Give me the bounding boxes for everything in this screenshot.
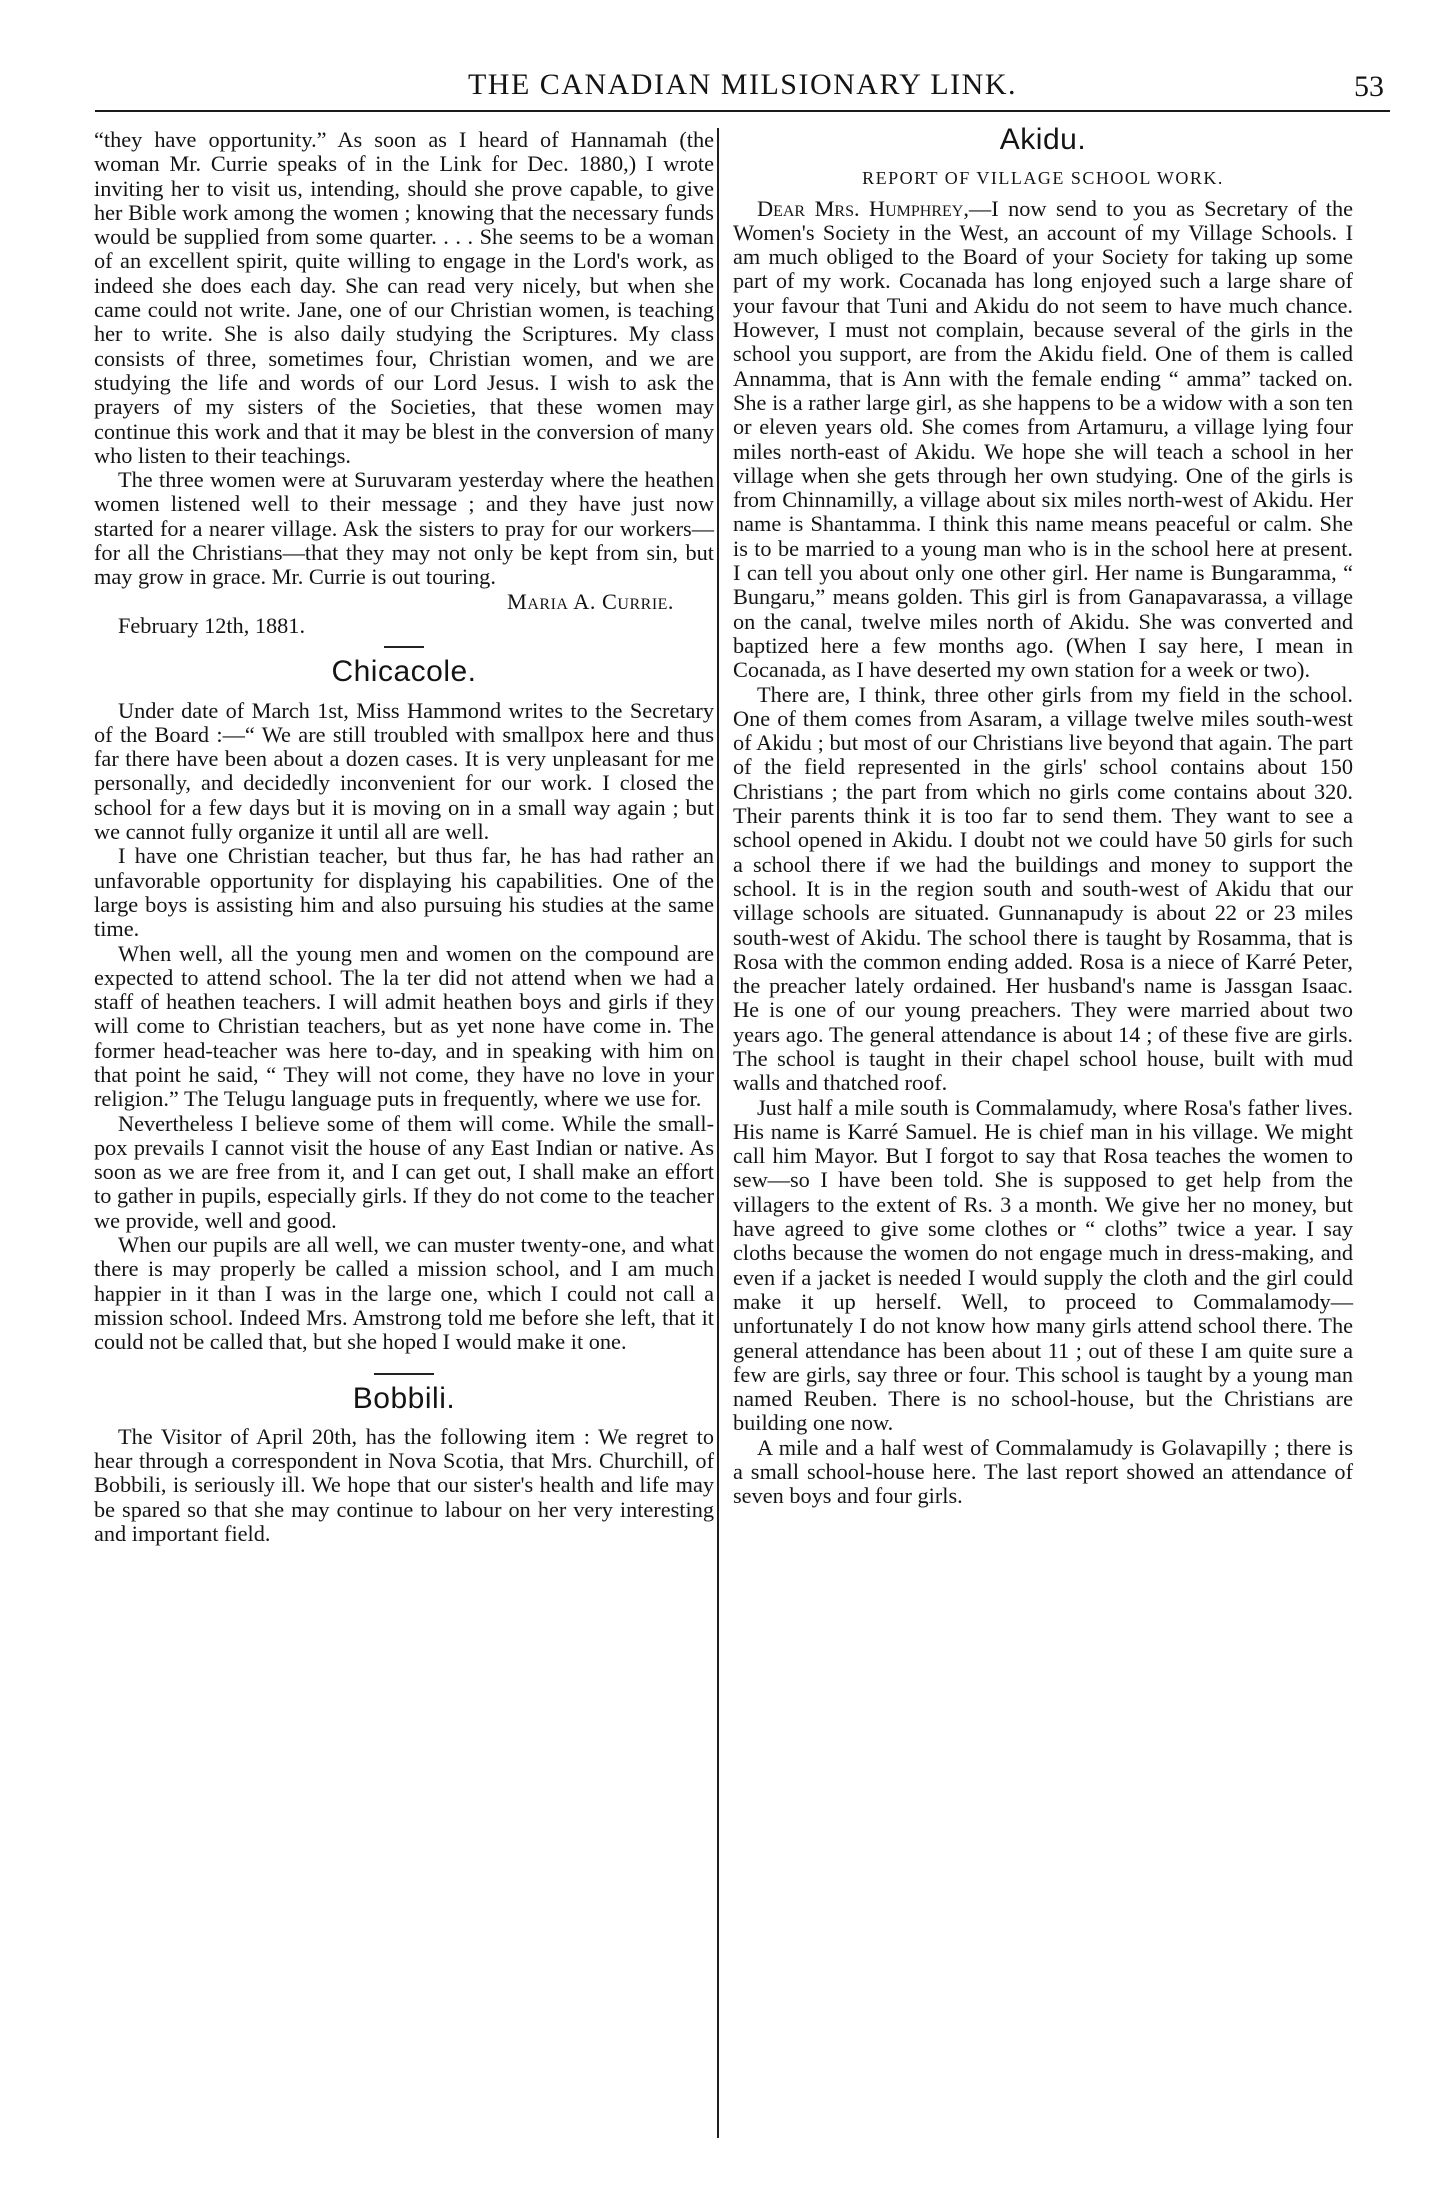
page-number: 53 xyxy=(1354,70,1384,103)
left-column xyxy=(94,128,714,1546)
paragraph-text: —I now send to you as Secretary of the Women's Society in the West, an account of my Village Schools. I am much obliged to the Board of your Society for taking up some part of my work. Cocanada has long enjoyed such a large share of your favour that Tuni and Akidu do not seem to have much chance. However, I must not complain, because several of the girls in the school you support, are from the Akidu field. One of them is called Annamma, that is Ann with the female ending “ amma” tacked on. She is a rather large girl, as she happens to be a widow with a son ten or eleven years old. She comes from Artamuru, a village lying four miles north-east of Akidu. We hope she will teach a school in her village when she gets through her own studying. One of the girls is from Chinnamilly, a village about six miles north-west of Akidu. Her name is Shantamma. I think this name means peaceful or calm. She is to be married to a young man who is in the school here at present. I can tell you about only one other girl. Her name is Bungaramma, “ Bungaru,” means golden. This girl is from Ganapavarassa, a village on the canal, twelve miles north of Akidu. She was converted and baptized here a few months ago. (When I say here, I mean in Cocanada, as I have deserted my own station for a week or two). xyxy=(733,195,1353,683)
section-title-akidu: Akidu. xyxy=(999,123,1087,156)
article-paragraph xyxy=(733,197,1353,683)
letter-date: February 12th, 1881. xyxy=(118,612,306,638)
letter-signature: Maria A. Currie. xyxy=(507,588,674,614)
letter-paragraph: “they have opportunity.” As soon as I heard of Hannamah (the woman Mr. Currie speaks of in the Link for Dec. 1880,) I wrote inviting her to visit us, intending, should she prove capable, to give her Bible work among the women ; knowing that the necessary funds would be supplied from some quarter. . . . She seems to be a woman of an excellent spirit, quite willing to engage in the Lord's work, as indeed she does each day. She can read very nicely, but when she came could not write. Jane, one of our Christian women, is teaching her to write. She is also daily studying the Scriptures. My class consists of three, sometimes four, Christian women, and we are studying the life and words of our Lord Jesus. I wish to ask the prayers of my sisters of the Societies, that these women may continue this work and that it may be blest in the conversion of many who listen to their teachings. xyxy=(94,127,714,468)
article-paragraph: Just half a mile south is Commalamudy, where Rosa's father lives. His name is Karré Samuel. He is chief man in his village. We might call him Mayor. But I forgot to say that Rosa teaches the women to sew—so I have been told. She is supposed to get help from the villagers to the extent of Rs. 3 a month. We give her no money, but have agreed to give some clothes or “ cloths” twice a year. I say cloths because the women do not engage much in dress-making, and even if a jacket is needed I would supply the cloth and the girl could make it up herself. Well, to proceed to Commalamody—unfortunately I do not know how many girls attend school there. The general attendance has been about 11 ; out of these I am quite sure a few are girls, say three or four. This school is taught by a young man named Reuben. There is no school-house, but the Christians are building one now. xyxy=(733,1094,1353,1436)
section-rule xyxy=(374,1373,434,1375)
page-header xyxy=(95,62,1390,112)
letter-paragraph: The three women were at Suruvaram yesterday where the heathen women listened well to their message ; and they have just now started for a nearer village. Ask the sisters to pray for our workers—for all the Christians—that they may not only be kept from sin, but may grow in grace. Mr. Currie is out touring. xyxy=(94,467,714,590)
article-paragraph: The Visitor of April 20th, has the following item : We regret to hear through a correspondent in Nova Scotia, that Mrs. Churchill, of Bobbili, is seriously ill. We hope that our sister's health and life may be spared so that she may continue to labour on her very interesting and important field. xyxy=(94,1423,714,1547)
article-paragraph: When our pupils are all well, we can muster twenty-one, and what there is may properly be called a mission school, and I am much happier in it than I was in the large one, which I could not call a mission school. Indeed Mrs. Amstrong told me before she left, that it could not be called that, but she hoped I would make it one. xyxy=(94,1232,714,1355)
section-title-bobbili: Bobbili. xyxy=(352,1381,456,1415)
section-title-chicacole: Chicacole. xyxy=(331,655,477,689)
article-paragraph: A mile and a half west of Commalamudy is Golavapilly ; there is a small school-house here. The last report showed an attendance of seven boys and four girls. xyxy=(733,1434,1353,1509)
journal-title: THE CANADIAN MILSIONARY LINK. xyxy=(467,68,1018,101)
article-paragraph: When well, all the young men and women on the compound are expected to attend school. The la ter did not attend when we had a staff of heathen teachers. I will admit heathen boys and girls if they will come to Christian teachers, but as yet none have come in. The former head-teacher was here to-day, and in speaking with him on that point he said, “ They will not come, they have no love in your religion.” The Telugu language puts in frequently, where we use for. xyxy=(94,940,714,1112)
article-paragraph: Nevertheless I believe some of them will come. While the small-pox prevails I cannot visit the house of any East Indian or native. As soon as we are free from it, and I can get out, I shall make an effort to gather in pupils, especially girls. If they do not come to the teacher we provide, well and good. xyxy=(94,1110,714,1233)
article-paragraph: Under date of March 1st, Miss Hammond writes to the Secretary of the Board :—“ We are still troubled with smallpox here and thus far there have been about a dozen cases. It is very unpleasant for me personally, and decidedly inconvenient for our work. I closed the school for a few days but it is moving on in a small way again ; but we cannot fully organize it until all are well. xyxy=(94,697,714,845)
section-rule xyxy=(384,646,424,648)
article-paragraph: I have one Christian teacher, but thus far, he has had rather an unfavorable opportunity for displaying his capabilities. One of the large boys is assisting him and also pursuing his studies at the same time. xyxy=(94,843,714,942)
article-paragraph: There are, I think, three other girls from my field in the school. One of them comes from Asaram, a village twelve miles south-west of Akidu ; but most of our Christians live beyond that again. The part of the field represented in the girls' school contains about 150 Christians ; the part from which no girls come contains about 320. Their parents think it is too far to send them. They want to see a school opened in Akidu. I doubt not we could have 50 girls for such a school there if we had the buildings and money to support the school. It is in the region south and south-west of Akidu that our village schools are situated. Gunnanapudy is about 22 or 23 miles south-west of Akidu. The school there is taught by Rosamma, that is Rosa with the common ending added. Rosa is a niece of Karré Peter, the preacher lately ordained. Her husband's name is Jassgan Isaac. He is one of our young preachers. They were married about two years ago. The general attendance is about 14 ; of these five are girls. The school is taught in their chapel school house, built with mud walls and thatched roof. xyxy=(733,681,1353,1096)
column-divider xyxy=(717,128,719,2138)
right-column xyxy=(733,123,1353,1509)
section-subtitle: REPORT OF VILLAGE SCHOOL WORK. xyxy=(862,168,1224,189)
salutation: Dear Mrs. Humphrey, xyxy=(757,195,969,221)
